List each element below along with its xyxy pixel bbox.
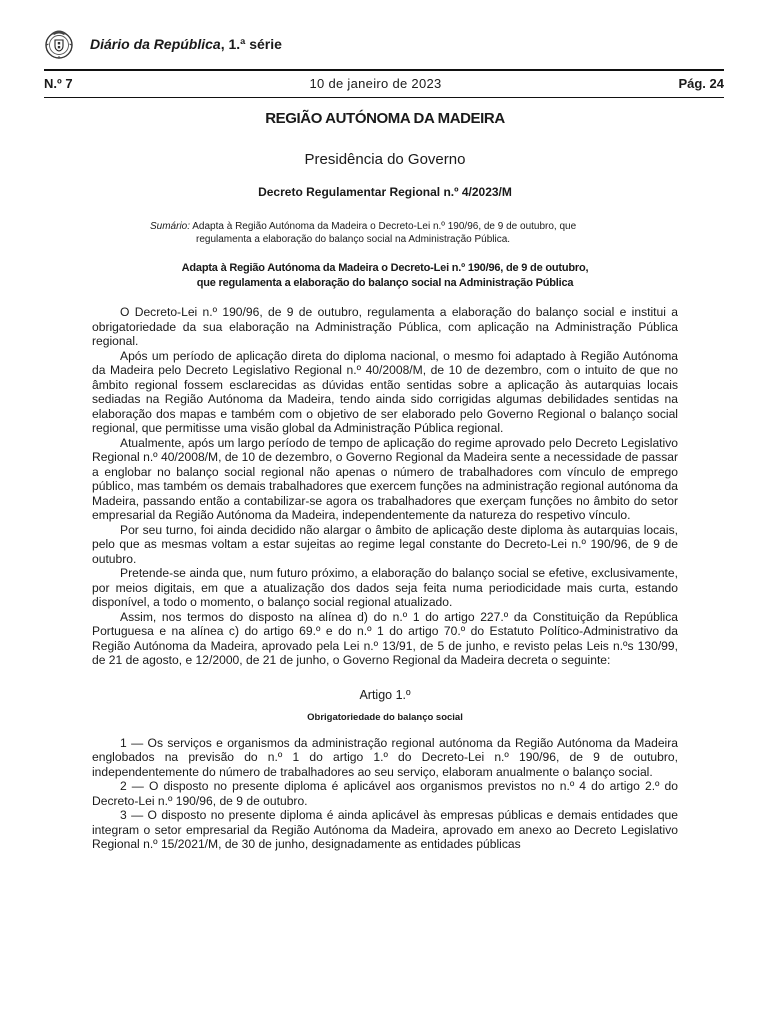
- summary-label: Sumário:: [150, 221, 191, 232]
- decree-subtitle: [92, 261, 678, 291]
- masthead: [44, 26, 282, 62]
- preamble-paragraph: Pretende-se ainda que, num futuro próximo, a elaboração do balanço social se efetive, exclusivamente, por meios digitais, em que a atualização dos dados seja feita numa periodicidade mais curta, estando disponível, a todo o momento, o balanço social regional atualizado.: [92, 566, 678, 609]
- article-title: Obrigatoriedade do balanço social: [307, 711, 463, 723]
- preamble-paragraph: Após um período de aplicação direta do diploma nacional, o mesmo foi adaptado à Região Autónoma da Madeira pelo Decreto Legislativo Regional n.º 40/2008/M, de 10 de dezembro, com o intuito de que no âmbito regional fossem esclarecidas as dúvidas então sentidas sobre a aplicação às autarquias locais sediadas na Região Autónoma da Madeira, tendo ainda sido corrigidas algumas debilidades sentidas na elaboração dos mapas e também com o objetivo de ser elaborado pelo Governo Regional o balanço social regional, que permitisse uma visão global da Administração Pública regional.: [92, 348, 678, 435]
- subtitle-line1: Adapta à Região Autónoma da Madeira o Decreto-Lei n.º 190/96, de 9 de outubro,: [181, 262, 589, 274]
- publication-title: [90, 36, 282, 52]
- preamble: [92, 305, 678, 668]
- article-paragraph: 3 — O disposto no presente diploma é ainda aplicável às empresas públicas e demais entidades que integram o setor empresarial da Região Autónoma da Madeira, aprovado em anexo ao Decreto Legislativo Regional n.º 15/2021/M, de 30 de junho, designadamente as entidades públicas: [92, 808, 678, 851]
- document-content: [92, 108, 678, 852]
- summary-text-line1: Adapta à Região Autónoma da Madeira o Decreto-Lei n.º 190/96, de 9 de outubro, que: [192, 221, 577, 232]
- issue-header: [44, 72, 724, 94]
- region-heading: REGIÃO AUTÓNOMA DA MADEIRA: [265, 110, 505, 127]
- page-number: Pág. 24: [678, 75, 724, 91]
- article-body: [92, 736, 678, 852]
- coat-of-arms-icon: [44, 27, 74, 61]
- department-heading: Presidência do Governo: [304, 151, 466, 168]
- subtitle-line2: que regulamenta a elaboração do balanço social na Administração Pública: [196, 277, 574, 289]
- header-bottom-rule: [44, 97, 724, 98]
- summary: [92, 221, 678, 246]
- article-paragraph: 1 — Os serviços e organismos da administração regional autónoma da Região Autónoma da Madeira englobados na previsão do n.º 1 do artigo 1.º do Decreto-Lei n.º 190/96, de 9 de outubro, independentemente do número de trabalhadores ao seu serviço, elaboram anualmente o balanço social.: [92, 735, 678, 779]
- preamble-paragraph: Assim, nos termos do disposto na alínea d) do n.º 1 do artigo 227.º da Constituição da República Portuguesa e na alínea c) do artigo 69.º e do n.º 1 do artigo 70.º do Estatuto Político-Administrativo da Região Autónoma da Madeira, aprovado pela Lei n.º 13/91, de 5 de junho, e revisto pelas Leis n.ºs 130/99, de 21 de agosto, e 12/2000, de 21 de junho, o Governo Regional da Madeira decreta o seguinte:: [92, 609, 678, 667]
- preamble-paragraph: Atualmente, após um largo período de tempo de aplicação do regime aprovado pelo Decreto Legislativo Regional n.º 40/2008/M, de 10 de dezembro, o Governo Regional da Madeira sente a necessidade de passar a englobar no balanço social regional não apenas o número de trabalhadores com vínculo de emprego público, mas também os demais trabalhadores que exercem funções na administração regional autónoma da Madeira, passando então a contabilizar-se agora os trabalhadores que exerçam funções no âmbito do setor empresarial da Região Autónoma da Madeira, independentemente da natureza do respetivo vínculo.: [92, 435, 678, 522]
- preamble-paragraph: O Decreto-Lei n.º 190/96, de 9 de outubro, regulamenta a elaboração do balanço social e institui a obrigatoriedade da sua elaboração na Administração Pública, com aplicação na Administração Pública regional.: [92, 305, 678, 348]
- issue-date: 10 de janeiro de 2023: [309, 75, 442, 91]
- issue-number: N.º 7: [44, 75, 73, 91]
- article-heading: Artigo 1.º: [359, 687, 411, 702]
- article-paragraph: 2 — O disposto no presente diploma é aplicável aos organismos previstos no n.º 4 do artigo 2.º do Decreto-Lei n.º 190/96, de 9 de outubro.: [92, 779, 678, 808]
- publication-name: Diário da República: [90, 36, 221, 52]
- preamble-paragraph: Por seu turno, foi ainda decidido não alargar o âmbito de aplicação deste diploma às autarquias locais, pelo que as mesmas voltam a estar sujeitas ao regime legal constante do Decreto-Lei n.º 190/96, de 9 de outubro.: [92, 522, 678, 566]
- header-top-rule: [44, 69, 724, 71]
- decree-title: Decreto Regulamentar Regional n.º 4/2023/M: [258, 185, 512, 199]
- publication-series: , 1.ª série: [220, 36, 282, 52]
- summary-text-line2: regulamenta a elaboração do balanço social na Administração Pública.: [196, 233, 511, 245]
